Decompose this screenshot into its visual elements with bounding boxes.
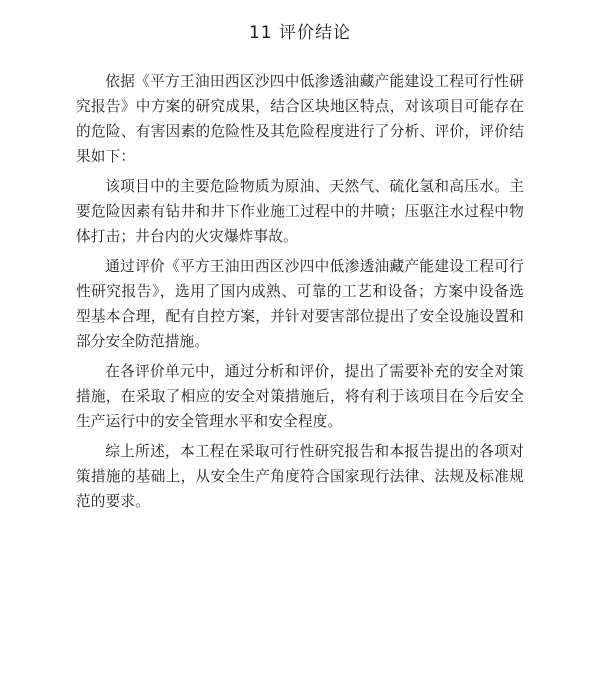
paragraph-measures: 在各评价单元中，通过分析和评价，提出了需要补充的安全对策措施，在采取了相应的安全对策措施后，将有利于该项目在今后安全生产运行中的安全管理水平和安全程度。	[76, 363, 524, 430]
section-title: 11 评价结论	[248, 23, 352, 43]
paragraph-evaluation: 通过评价《平方王油田西区沙四中低渗透油藏产能建设工程可行性研究报告》，选用了国内成熟、可靠的工艺和设备；方案中设备选型基本合理，配有自控方案，并针对要害部位提出了安全设施设置和部分安全防范措施。	[76, 258, 524, 350]
paragraph-hazards: 该项目中的主要危险物质为原油、天然气、硫化氢和高压水。主要危险因素有钻井和井下作业施工过程中的井喷；压驱注水过程中物体打击；井台内的火灾爆炸事故。	[76, 178, 524, 245]
paragraph-summary: 综上所述，本工程在采取可行性研究报告和本报告提出的各项对策措施的基础上，从安全生产角度符合国家现行法律、法规及标准规范的要求。	[76, 443, 524, 510]
paragraph-basis: 依据《平方王油田西区沙四中低渗透油藏产能建设工程可行性研究报告》中方案的研究成果，结合区块地区特点，对该项目可能存在的危险、有害因素的危险性及其危险程度进行了分析、评价，评价结果如下：	[76, 73, 524, 165]
